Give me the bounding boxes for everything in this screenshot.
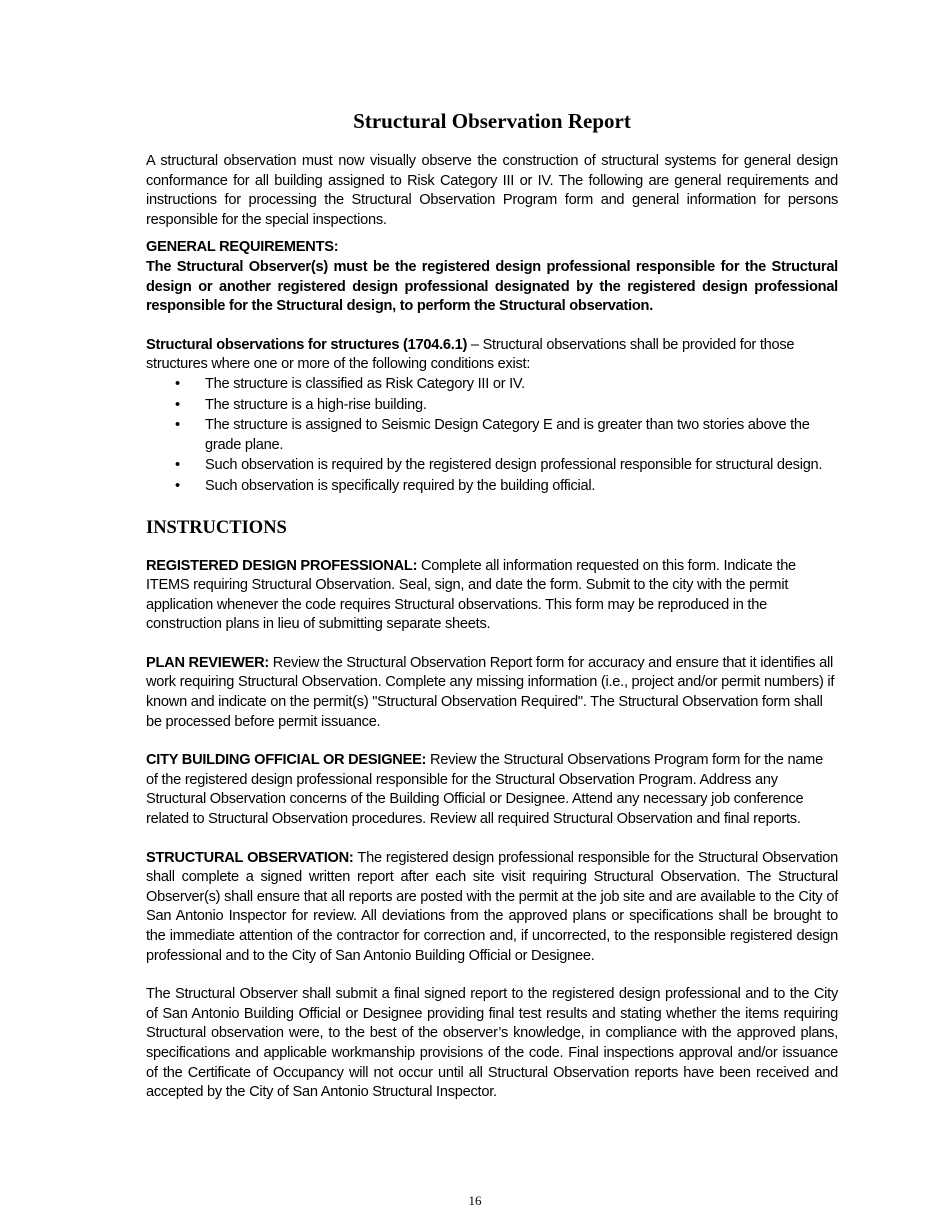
bullet-icon: • — [175, 375, 180, 392]
instruction-paragraph-plan-reviewer — [146, 654, 838, 732]
intro-paragraph: A structural observation must now visually observe the construction of structural systems for general design conformance for all building assigned to Risk Category III or IV. The following are general requirements and instructions for processing the Structural Observation Program form and general information for persons responsible for the special inspections. — [146, 153, 838, 228]
list-item — [146, 396, 838, 417]
conditions-list — [146, 375, 838, 498]
instruction-label: PLAN REVIEWER: — [146, 654, 269, 671]
page-title: Structural Observation Report — [353, 109, 631, 133]
instruction-paragraph-structural-observation — [146, 849, 838, 967]
instruction-label: REGISTERED DESIGN PROFESSIONAL: — [146, 557, 418, 574]
instruction-paragraph-registered-design-professional — [146, 557, 838, 635]
list-item-text: Such observation is required by the registered design professional responsible for structural design. — [205, 457, 823, 474]
list-item — [146, 477, 838, 498]
document-page — [146, 108, 838, 1103]
bullet-icon: • — [175, 396, 180, 413]
list-item — [146, 416, 838, 456]
instruction-label: STRUCTURAL OBSERVATION: — [146, 849, 354, 866]
bullet-icon: • — [175, 477, 180, 494]
spacer — [146, 317, 838, 336]
list-item-text: The structure is classified as Risk Category III or IV. — [205, 375, 525, 392]
instruction-text: The registered design professional responsible for the Structural Observation shall complete a signed written report after each site visit requiring Structural Observation. The Structural Observer(s) shall ensure that all reports are posted with the permit at the job site and are available to the City of San Antonio Inspector for review. All deviations from the approved plans or specifications shall be brought to the immediate attention of the contractor for correction and, if uncorrected, to the responsible registered design professional and to the City of San Antonio Building Official or Designee. — [146, 849, 838, 964]
instruction-paragraph-city-building-official — [146, 751, 838, 829]
observations-lead — [146, 336, 838, 375]
list-item-text: The structure is assigned to Seismic Design Category E and is greater than two stories above the grade plane. — [205, 417, 810, 453]
instruction-label: CITY BUILDING OFFICIAL OR DESIGNEE: — [146, 752, 427, 769]
list-item-text: The structure is a high-rise building. — [205, 396, 427, 413]
list-item — [146, 456, 838, 477]
list-item-text: Such observation is specifically required by the building official. — [205, 477, 596, 494]
list-item — [146, 375, 838, 396]
instructions-heading: INSTRUCTIONS — [146, 517, 287, 538]
general-requirements-heading: GENERAL REQUIREMENTS: — [146, 239, 339, 256]
bullet-icon: • — [175, 457, 180, 474]
final-report-paragraph: The Structural Observer shall submit a final signed report to the registered design professional and to the City of San Antonio Building Official or Designee providing final test results and stating whether the items requiring Structural observation were, to the best of the observer’s knowledge, in compliance with the approved plans, specifications and applicable workmanship provisions of the code. Final inspections approval and/or issuance of the Certificate of Occupancy will not occur until all Structural Observation reports have been received and accepted by the City of San Antonio Structural Inspector. — [146, 986, 838, 1101]
instruction-text: Complete all information requested on this form. Indicate the ITEMS requiring Structural Observation. Seal, sign, and date the form. Submit to the city with the permit application whenever the code requires Structural observations. This form may be reproduced in the construction plans in lieu of submitting separate sheets. — [146, 557, 796, 633]
instruction-text: Review the Structural Observation Report form for accuracy and ensure that it identifies all work requiring Structural Observation. Complete any missing information (i.e., project and/or permit numbers) if known and indicate on the permit(s) "Structural Observation Required". The Structural Observation form shall be processed before permit issuance. — [146, 654, 835, 730]
observations-lead-bold: Structural observations for structures (1704.6.1) — [146, 336, 468, 353]
observations-lead-text: – Structural observations shall be provided for those structures where one or more of the following conditions exist: — [146, 336, 795, 373]
bullet-icon: • — [175, 417, 180, 434]
general-requirements-body: The Structural Observer(s) must be the registered design professional responsible for the Structural design or another registered design professional designated by the registered design professional responsible for the Structural design, to perform the Structural observation. — [146, 258, 838, 315]
instruction-text: Review the Structural Observations Program form for the name of the registered design professional responsible for the Structural Observation Program. Address any Structural Observation concerns of the Building Official or Designee. Attend any necessary job conference related to Structural Observation procedures. Review all required Structural Observation and final reports. — [146, 752, 823, 828]
page-number: 16 — [468, 1193, 482, 1208]
